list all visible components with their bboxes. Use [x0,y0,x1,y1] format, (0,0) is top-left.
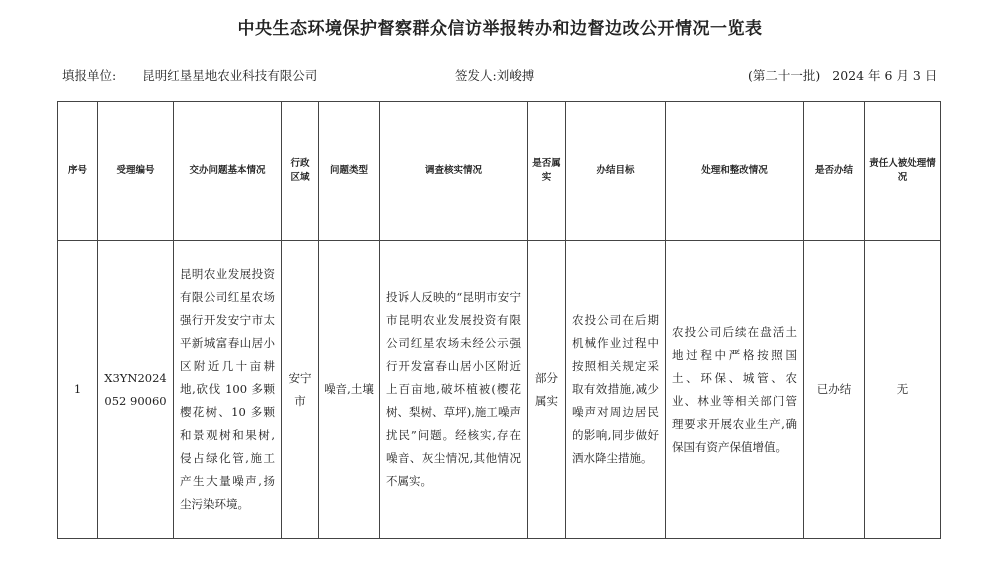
cell-accountability: 无 [865,241,941,539]
header-type: 问题类型 [319,102,380,241]
batch-and-date [748,66,937,84]
header-investigation: 调查核实情况 [380,102,528,241]
cell-investigation: 投诉人反映的“昆明市安宁市昆明农业发展投资有限公司红星农场未经公示强行开发富春山居小区附近上百亩地,破坏植被(樱花树、梨树、草坪),施工噪声扰民”问题。经核实,存在噪音、灰尘情况,其他情况不属实。 [380,241,528,539]
header-closed: 是否办结 [804,102,865,241]
table-header-row [58,102,941,241]
document-title: 中央生态环境保护督察群众信访举报转办和边督边改公开情况一览表 [237,19,763,39]
report-date: 2024 年 6 月 3 日 [832,68,938,83]
header-code: 受理编号 [98,102,174,241]
cell-verified: 部分属实 [528,241,566,539]
header-target: 办结目标 [566,102,666,241]
header-accountability: 责任人被处理情况 [865,102,941,241]
cell-code: X3YN2024052 90060 [98,241,174,539]
header-issue: 交办问题基本情况 [174,102,282,241]
header-verified: 是否属实 [528,102,566,241]
cell-region: 安宁市 [282,241,319,539]
disclosure-table [57,101,941,539]
cell-issue: 昆明农业发展投资有限公司红星农场强行开发安宁市太平新城富春山居小区附近几十亩耕地,砍伐 100 多颗樱花树、10 多颗和景观树和果树,侵占绿化管,施工产生大量噪声,扬尘污染环境。 [174,241,282,539]
cell-target: 农投公司在后期机械作业过程中按照相关规定采取有效措施,减少噪声对周边居民的影响,同步做好洒水降尘措施。 [566,241,666,539]
batch-number: (第二十一批) [748,68,821,83]
header-region: 行政区域 [282,102,319,241]
reporting-unit [62,66,317,84]
cell-rectify: 农投公司后续在盘活土地过程中严格按照国土、环保、城管、农业、林业等相关部门管理要求开展农业生产,确保国有资产保值增值。 [666,241,804,539]
reporting-unit-label: 填报单位: [62,68,117,83]
signer: 签发人:刘峻搏 [455,68,535,83]
header-rectify: 处理和整改情况 [666,102,804,241]
header-seq: 序号 [58,102,98,241]
reporting-unit-value: 昆明红垦星地农业科技有限公司 [142,68,318,83]
cell-closed: 已办结 [804,241,865,539]
cell-type: 噪音,土壤 [319,241,380,539]
cell-seq: 1 [58,241,98,539]
table-row [58,241,941,539]
